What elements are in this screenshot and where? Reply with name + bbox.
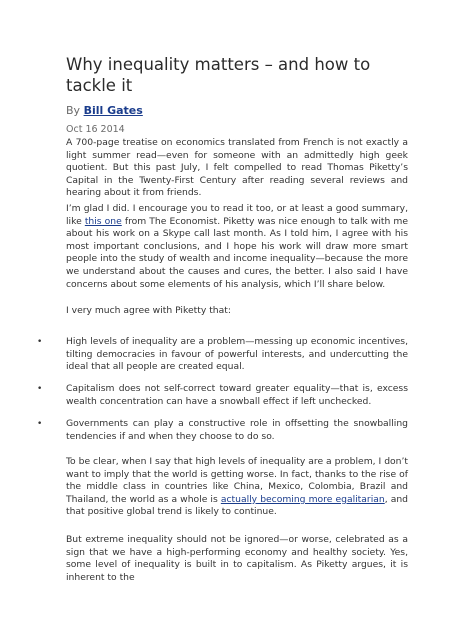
byline	[66, 104, 143, 118]
paragraph-to-be-clear	[66, 456, 408, 519]
bullet-item-capitalism: Capitalism does not self-correct toward greater equality—that is, excess wealth concentration can have a snowball effect if left unchecked.	[66, 383, 408, 407]
bullet-marker: •	[37, 419, 43, 429]
bullet-item-governments: Governments can play a constructive role in offsetting the snowballing tendencies if and when they choose to do so.	[66, 418, 408, 442]
paragraph-extreme-inequality: But extreme inequality should not be ignored—or worse, celebrated as a sign that we have a high-performing economy and healthy society. Yes, some level of inequality is built in to capitalism. As Piketty argues, it is inherent to the	[66, 534, 408, 583]
paragraph-to-be-clear-text-start: To be clear, when I say that high levels of inequality are a problem, I don’t want to imply that the world is getting worse. In fact, thanks to the rise of the middle class in countries like China, Mexico, Colombia, Brazil and Thailand, the world as a whole is	[66, 456, 408, 505]
bullet-item-inequality-problem: High levels of inequality are a problem—messing up economic incentives, tilting democracies in favour of powerful interests, and undercutting the ideal that all people are created equal.	[66, 336, 408, 373]
publish-date: Oct 16 2014	[66, 124, 125, 135]
author-link[interactable]: Bill Gates	[83, 104, 143, 117]
paragraph-glad-text-start: I’m glad I did. I encourage you to read it too, or at least a good summary, like	[66, 203, 408, 227]
article-title: Why inequality matters – and how to tackle it	[66, 55, 371, 95]
bullet-marker: •	[37, 337, 43, 347]
bullet-marker: •	[37, 384, 43, 394]
paragraph-glad-text-end: from The Economist. Piketty was nice enough to talk with me about his work on a Skype call last month. As I told him, I agree with his most important conclusions, and I hope his work will draw more smart people into the study of wealth and income inequality—because the more we understand about the causes and cures, the better. I also said I have concerns about some elements of his analysis, which I’ll share below.	[66, 215, 408, 290]
paragraph-agree: I very much agree with Piketty that:	[66, 305, 231, 316]
paragraph-intro: A 700-page treatise on economics translated from French is not exactly a light summer read—even for someone with an admittedly high geek quotient. But this past July, I felt compelled to read Thomas Piketty’s Capital in the Twenty-First Century after reading several reviews and hearing about it from friends.	[66, 137, 408, 199]
economist-summary-link[interactable]: this one	[84, 215, 122, 227]
paragraph-glad	[66, 203, 408, 291]
byline-prefix: By	[66, 104, 84, 117]
egalitarian-link[interactable]: actually becoming more egalitarian	[220, 493, 385, 505]
paragraph-to-be-clear-text-end: , and that positive global trend is likely to continue.	[66, 493, 408, 518]
